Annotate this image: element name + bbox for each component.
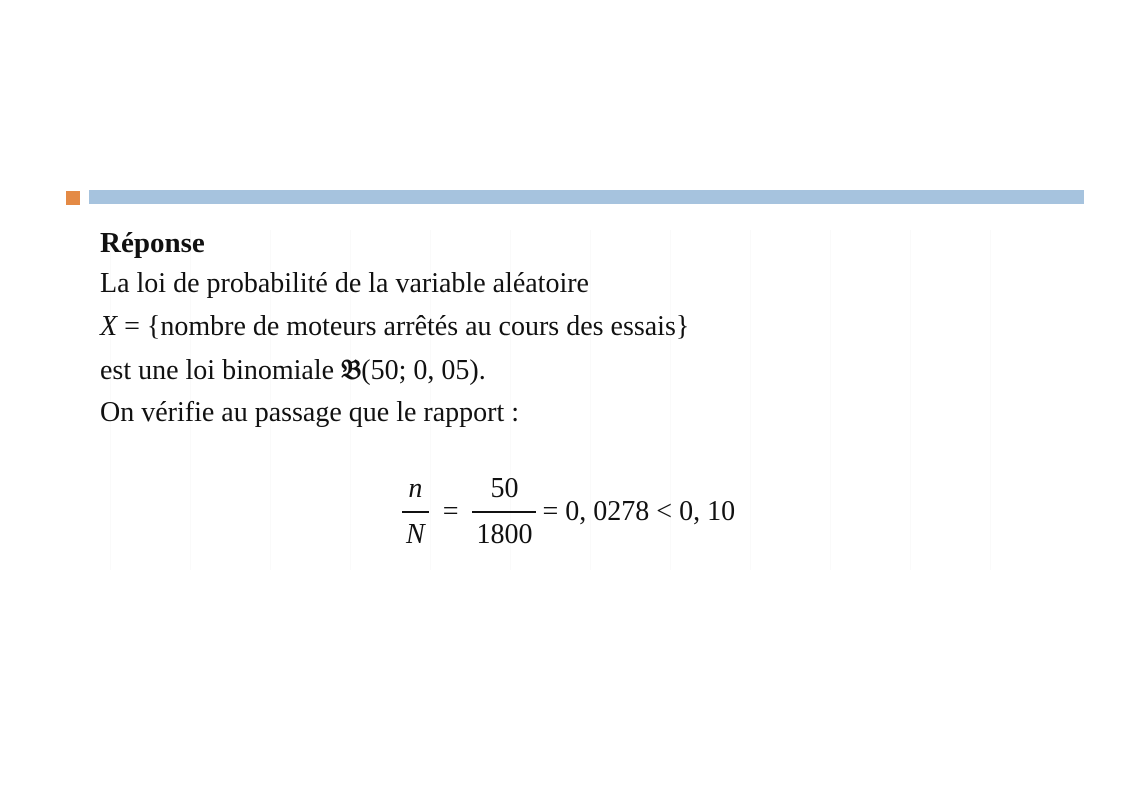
binomial-text: est une loi binomiale bbox=[100, 355, 342, 386]
formula-result: = 0, 0278 < 0, 10 bbox=[542, 496, 736, 527]
slide-content bbox=[100, 222, 1000, 434]
text-line-4: On vérifie au passage que le rapport : bbox=[100, 397, 520, 428]
fraction-numerator-50: 50 bbox=[490, 473, 519, 505]
binomial-symbol: 𝔅 bbox=[341, 353, 362, 386]
text-line-2 bbox=[100, 305, 1000, 348]
fraction-bar bbox=[402, 511, 429, 513]
text-line-3 bbox=[100, 348, 1000, 391]
fraction-bar bbox=[472, 511, 536, 513]
ratio-formula bbox=[396, 462, 735, 562]
fraction-denominator-1800: 1800 bbox=[476, 518, 533, 550]
fraction-numerator-n: n bbox=[408, 473, 423, 505]
fraction-n-over-N bbox=[402, 470, 429, 554]
slide-accent-square bbox=[66, 191, 80, 205]
variable-definition: = {nombre de moteurs arrêtés au cours des essais} bbox=[117, 311, 690, 342]
answer-heading: Réponse bbox=[100, 227, 205, 259]
fraction-denominator-N: N bbox=[406, 518, 425, 550]
fraction-50-over-1800 bbox=[472, 470, 536, 554]
text-line-1: La loi de probabilité de la variable aléatoire bbox=[100, 268, 589, 299]
variable-x: X bbox=[100, 311, 118, 342]
slide-title-bar bbox=[89, 190, 1084, 204]
binomial-params: (50; 0, 05). bbox=[361, 355, 486, 386]
equals-sign: = bbox=[442, 496, 459, 527]
